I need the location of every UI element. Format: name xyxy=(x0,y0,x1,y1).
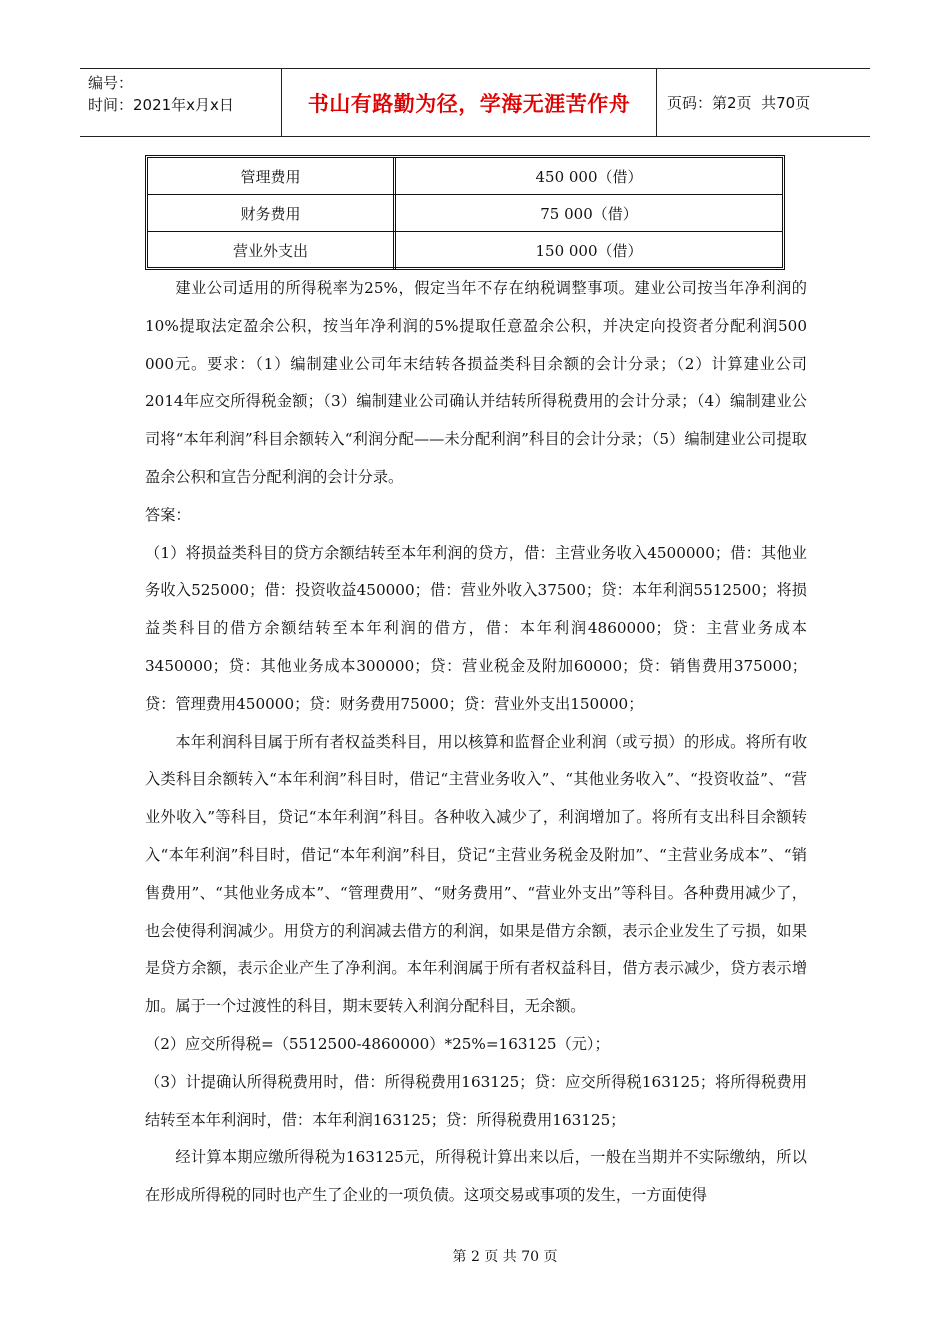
doc-time-label: 时间：2021年x月x日 xyxy=(88,96,234,114)
answer-part-3: （3）计提确认所得税费用时，借：所得税费用163125；贷：应交所得税163125；将所得税费用结转至本年利润时，借：本年利润163125；贷：所得税费用163125； xyxy=(145,1072,807,1129)
table-cell-item: 管理费用 xyxy=(148,158,396,194)
answer-part-1: （1）将损益类科目的贷方余额结转至本年利润的贷方，借：主营业务收入4500000；借：其他业务收入525000；借：投资收益450000；借：营业外收入37500；贷：本年利润5512500；将损益类科目的借方余额结转至本年利润的借方，借：本年利润4860000；贷：主营业务成本3450000；贷：其他业务成本300000；贷：营业税金及附加60000；贷：销售费用375000；贷：管理费用450000；贷：财务费用75000；贷：营业外支出150000； xyxy=(145,543,807,713)
table-cell-amount: 150 000（借） xyxy=(535,242,643,260)
table-cell-item: 财务费用 xyxy=(148,195,396,231)
table-row xyxy=(148,195,782,232)
table-row xyxy=(148,158,782,195)
doc-number-label: 编号： xyxy=(88,74,134,92)
tax-explanation-paragraph: 经计算本期应缴所得税为163125元，所得税计算出来以后，一般在当期并不实际缴纳，所以在形成所得税的同时也产生了企业的一项负债。这项交易或事项的发生，一方面使得 xyxy=(145,1148,807,1205)
header-motto-cell xyxy=(282,69,657,136)
header-meta xyxy=(80,69,282,136)
header-page-info-cell xyxy=(657,69,870,136)
table-cell-amount: 450 000（借） xyxy=(535,167,643,186)
document-body xyxy=(145,270,807,1215)
page-header xyxy=(80,68,870,137)
table-cell-amount: 75 000（借） xyxy=(540,204,638,223)
answer-label: 答案： xyxy=(145,505,191,524)
header-motto: 书山有路勤为径，学海无涯苦作舟 xyxy=(307,91,631,116)
answer-part-2: （2）应交所得税=（5512500-4860000）*25%=163125（元）； xyxy=(145,1034,610,1053)
table-row xyxy=(148,232,782,269)
table-cell-item: 营业外支出 xyxy=(148,232,396,269)
explanation-paragraph: 本年利润科目属于所有者权益类科目，用以核算和监督企业利润（或亏损）的形成。将所有收入类科目余额转入“本年利润”科目时，借记“主营业务收入”、“其他业务收入”、“投资收益”、“营业外收入”等科目，贷记“本年利润”科目。各种收入减少了，利润增加了。将所有支出科目余额转入“本年利润”科目时，借记“本年利润”科目，贷记“主营业务税金及附加”、“主营业务成本”、“销售费用”、“其他业务成本”、“管理费用”、“财务费用”、“营业外支出”等科目。各种费用减少了，也会使得利润减少。用贷方的利润减去借方的利润，如果是借方余额，表示企业发生了亏损，如果是贷方余额，表示企业产生了净利润。本年利润属于所有者权益科目，借方表示减少，贷方表示增加。属于一个过渡性的科目，期末要转入利润分配科目，无余额。 xyxy=(145,732,807,1016)
question-paragraph: 建业公司适用的所得税率为25%，假定当年不存在纳税调整事项。建业公司按当年净利润的10%提取法定盈余公积，按当年净利润的5%提取任意盈余公积，并决定向投资者分配利润500 000元。要求：（1）编制建业公司年末结转各损益类科目余额的会计分录；（2）计算建业公司2014年应交所得税金额；（3）编制建业公司确认并结转所得税费用的会计分录；（4）编制建业公司将“本年利润”科目余额转入“利润分配——未分配利润”科目的会计分录；（5）编制建业公司提取盈余公积和宣告分配利润的会计分录。 xyxy=(145,279,807,486)
expense-table xyxy=(145,155,785,270)
header-page-info: 页码：第2页 共70页 xyxy=(667,94,811,112)
page-footer: 第 2 页 共 70 页 xyxy=(452,1249,558,1265)
